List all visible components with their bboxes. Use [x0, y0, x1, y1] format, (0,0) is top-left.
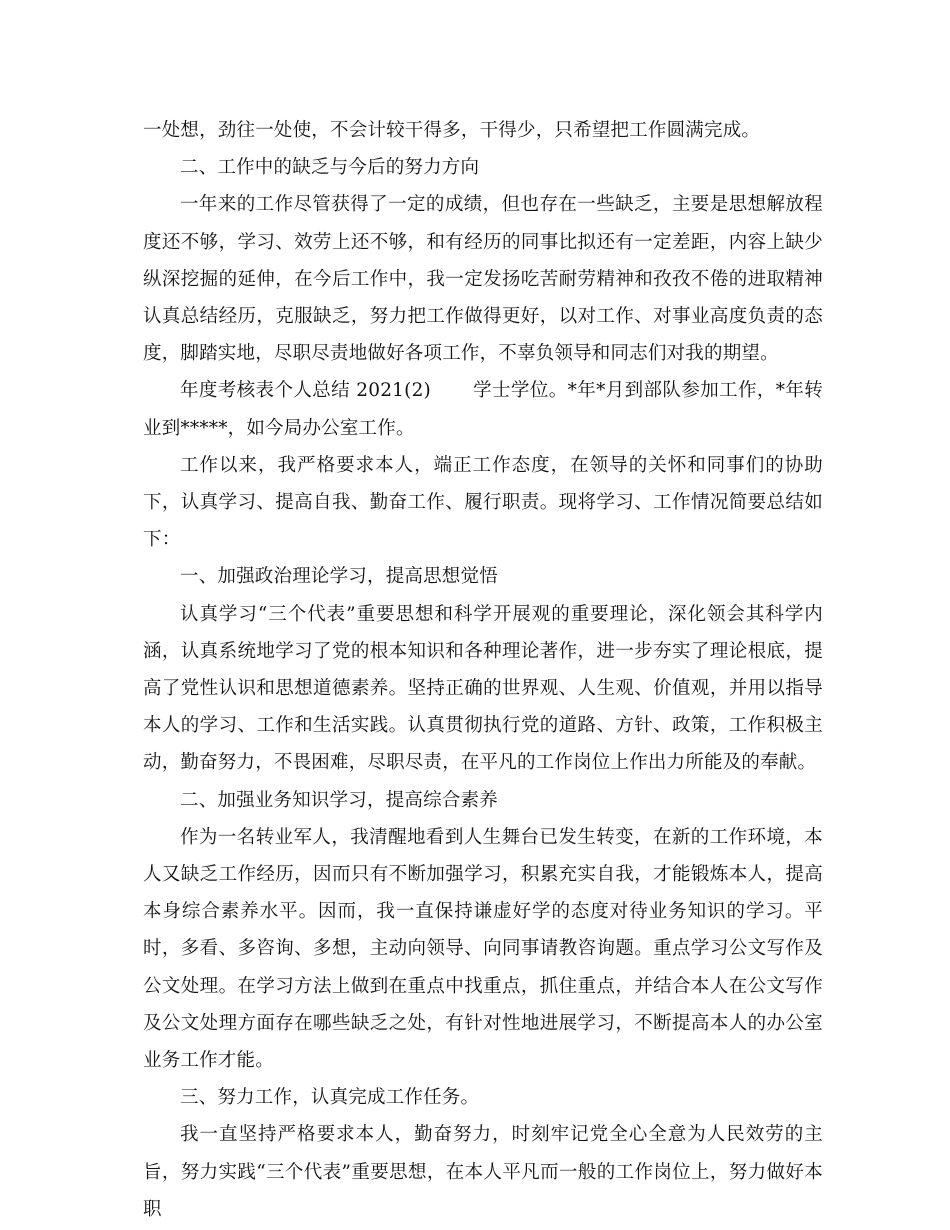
paragraph-work-tasks: 我一直坚持严格要求本人，勤奋努力，时刻牢记党全心全意为人民效劳的主旨，努力实践“三个代表”重要思想，在本人平凡而一般的工作岗位上，努力做好本职: [143, 1124, 823, 1220]
section-heading-shortcomings: 二、工作中的缺乏与今后的努力方向: [180, 157, 480, 179]
paragraph-summary-intro: [143, 372, 823, 446]
summary-title: 年度考核表个人总结 2021(2): [180, 380, 431, 402]
paragraph-continuation: 一处想，劲往一处使，不会计较干得多，干得少，只希望把工作圆满完成。: [143, 120, 761, 141]
section-heading-business-study: 二、加强业务知识学习，提高综合素养: [180, 789, 498, 811]
document-body: [143, 112, 823, 1228]
section-heading-work-tasks: 三、努力工作，认真完成工作任务。: [180, 1087, 480, 1109]
paragraph-work-attitude: 工作以来，我严格要求本人，端正工作态度，在领导的关怀和同事们的协助下，认真学习、提高自我、勤奋工作、履行职责。现将学习、工作情况简要总结如下：: [143, 454, 823, 551]
paragraph-political-study: 认真学习“三个代表”重要思想和科学开展观的重要理论，深化领会其科学内涵，认真系统地学习了党的根本知识和各种理论著作，进一步夯实了理论根底，提高了党性认识和思想道德素养。坚持正确的世界观、人生观、价值观，并用以指导本人的学习、工作和生活实践。认真贯彻执行党的道路、方针、政策，工作积极主动，勤奋努力，不畏困难，尽职尽责，在平凡的工作岗位上作出力所能及的奉献。: [143, 603, 823, 774]
paragraph-business-study: 作为一名转业军人，我清醒地看到人生舞台已发生转变，在新的工作环境，本人又缺乏工作经历，因而只有不断加强学习，积累充实自我，才能锻炼本人，提高本身综合素养水平。因而，我一直保持谦虚好学的态度对待业务知识的学习。平时，多看、多咨询、多想，主动向领导、向同事请教咨询题。重点学习公文写作及公文处理。在学习方法上做到在重点中找重点，抓住重点，并结合本人在公文写作及公文处理方面存在哪些缺乏之处，有针对性地进展学习，不断提高本人的办公室业务工作才能。: [143, 826, 823, 1072]
section-heading-political-study: 一、加强政治理论学习，提高思想觉悟: [180, 566, 498, 588]
summary-intro-text: 学士学位。*年*月到部队参加工作，*年转业到*****，如今局办公室工作。: [143, 380, 823, 439]
paragraph-shortcomings: 一年来的工作尽管获得了一定的成绩，但也存在一些缺乏，主要是思想解放程度还不够，学习、效劳上还不够，和有经历的同事比拟还有一定差距，内容上缺少纵深挖掘的延伸，在今后工作中，我一定发扬吃苦耐劳精神和孜孜不倦的进取精神认真总结经历，克服缺乏，努力把工作做得更好，以对工作、对事业高度负责的态度，脚踏实地，尽职尽责地做好各项工作，不辜负领导和同志们对我的期望。: [143, 194, 823, 365]
